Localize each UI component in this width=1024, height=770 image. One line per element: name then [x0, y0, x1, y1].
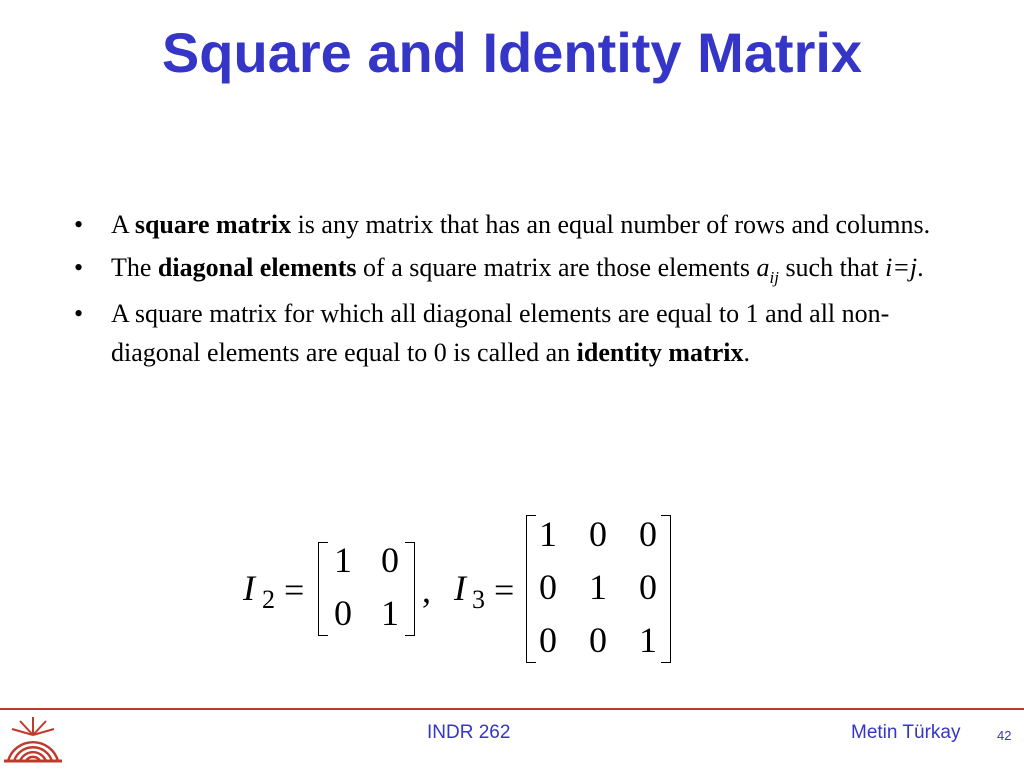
- right-bracket: [661, 515, 671, 663]
- matrix-cell: 1: [334, 540, 352, 580]
- page-number: 42: [997, 728, 1012, 743]
- footer-course: INDR 262: [427, 722, 511, 743]
- equals-sign: =: [284, 570, 305, 610]
- matrix-symbol: I: [243, 568, 255, 608]
- term-square-matrix: square matrix: [134, 210, 292, 239]
- left-bracket: [318, 542, 328, 636]
- university-logo-icon: [2, 713, 64, 770]
- matrix-subscript: 3: [472, 585, 485, 614]
- matrix-cell: 1: [639, 620, 657, 660]
- right-bracket: [405, 542, 415, 636]
- bullet-item: [70, 294, 970, 372]
- matrix-symbol: I: [454, 568, 466, 608]
- bullet-item: [70, 205, 970, 244]
- subscript-ij: ij: [769, 268, 779, 287]
- matrix-cell: 1: [539, 514, 557, 554]
- matrix-cell: 1: [589, 567, 607, 607]
- bullet-item: [70, 248, 970, 290]
- bullet-list: [70, 205, 970, 376]
- term-diagonal-elements: diagonal elements: [157, 253, 357, 282]
- matrix-cell: 0: [539, 567, 557, 607]
- text: .: [743, 338, 750, 367]
- matrix-cell: 0: [639, 567, 657, 607]
- matrix-cell: 0: [589, 620, 607, 660]
- term-identity-matrix: identity matrix: [576, 338, 744, 367]
- matrix-subscript: 2: [262, 585, 275, 614]
- footer-author: Metin Türkay: [851, 722, 961, 743]
- text: .: [917, 253, 924, 282]
- matrix-cell: 1: [381, 593, 399, 633]
- matrix-cell: 0: [381, 540, 399, 580]
- equals-sign: =: [494, 570, 515, 610]
- text: A square matrix for which all diagonal elements are equal to 1 and all non-diagonal elements are equal to 0 is called an: [111, 299, 890, 367]
- text: The: [111, 253, 158, 282]
- left-bracket: [526, 515, 536, 663]
- text: such that: [778, 253, 886, 282]
- condition: i=j: [885, 253, 918, 282]
- footer-rule: [0, 708, 1024, 710]
- comma: ,: [422, 570, 431, 610]
- matrix-cell: 0: [334, 593, 352, 633]
- variable-a: a: [756, 253, 770, 282]
- text: of a square matrix are those elements: [356, 253, 757, 282]
- text: is any matrix that has an equal number of rows and columns.: [291, 210, 931, 239]
- text: A: [111, 210, 135, 239]
- matrix-cell: 0: [589, 514, 607, 554]
- matrix-cell: 0: [639, 514, 657, 554]
- page-title: Square and Identity Matrix: [161, 21, 863, 84]
- matrix-cell: 0: [539, 620, 557, 660]
